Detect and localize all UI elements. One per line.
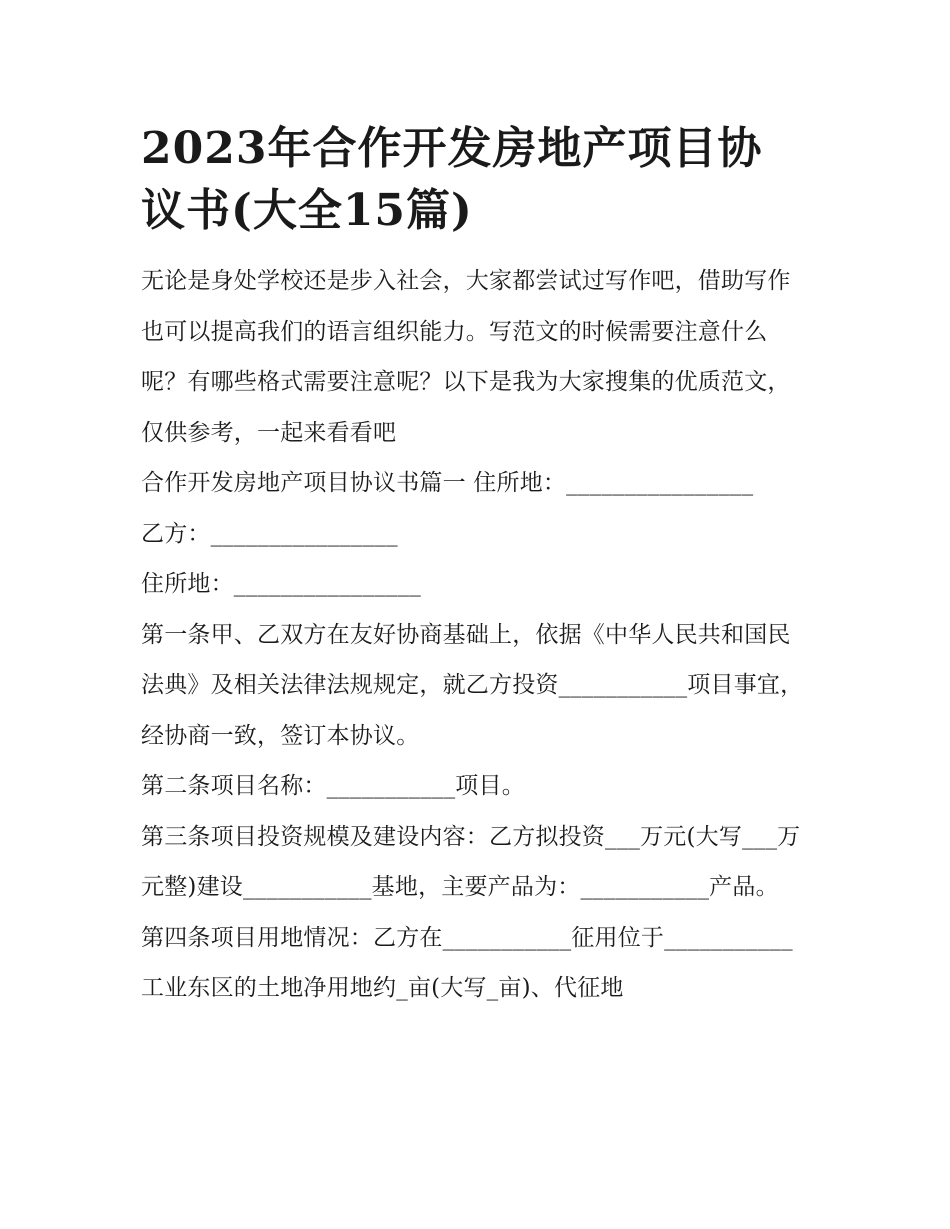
article-heading-party-address: 合作开发房地产项目协议书篇一 住所地：________________	[141, 470, 754, 496]
title-line-1: 2023年合作开发房地产项目协	[141, 123, 763, 174]
document-title	[141, 118, 813, 242]
clause-1: 第一条甲、乙双方在友好协商基础上，依据《中华人民共和国民法典》及相关法律法规规定，就乙方投资___________项目事宜，经协商一致，签订本协议。	[141, 621, 804, 749]
document-page	[141, 118, 813, 1014]
clause-4: 第四条项目用地情况：乙方在___________征用位于___________工业东区的土地净用地约_亩(大写_亩)、代征地	[141, 924, 793, 1001]
party-b-address-line: 住所地：________________	[141, 571, 421, 597]
title-line-2: 议书(大全15篇)	[141, 185, 473, 236]
intro-paragraph: 无论是身处学校还是步入社会，大家都尝试过写作吧，借助写作也可以提高我们的语言组织能力。写范文的时候需要注意什么呢？有哪些格式需要注意呢？以下是我为大家搜集的优质范文，仅供参考，一起来看看吧	[141, 268, 791, 446]
clause-2: 第二条项目名称：___________项目。	[141, 773, 525, 799]
party-b-line: 乙方：________________	[141, 520, 398, 547]
clause-3: 第三条项目投资规模及建设内容：乙方拟投资___万元(大写___万元整)建设___________基地，主要产品为：___________产品。	[141, 823, 801, 900]
